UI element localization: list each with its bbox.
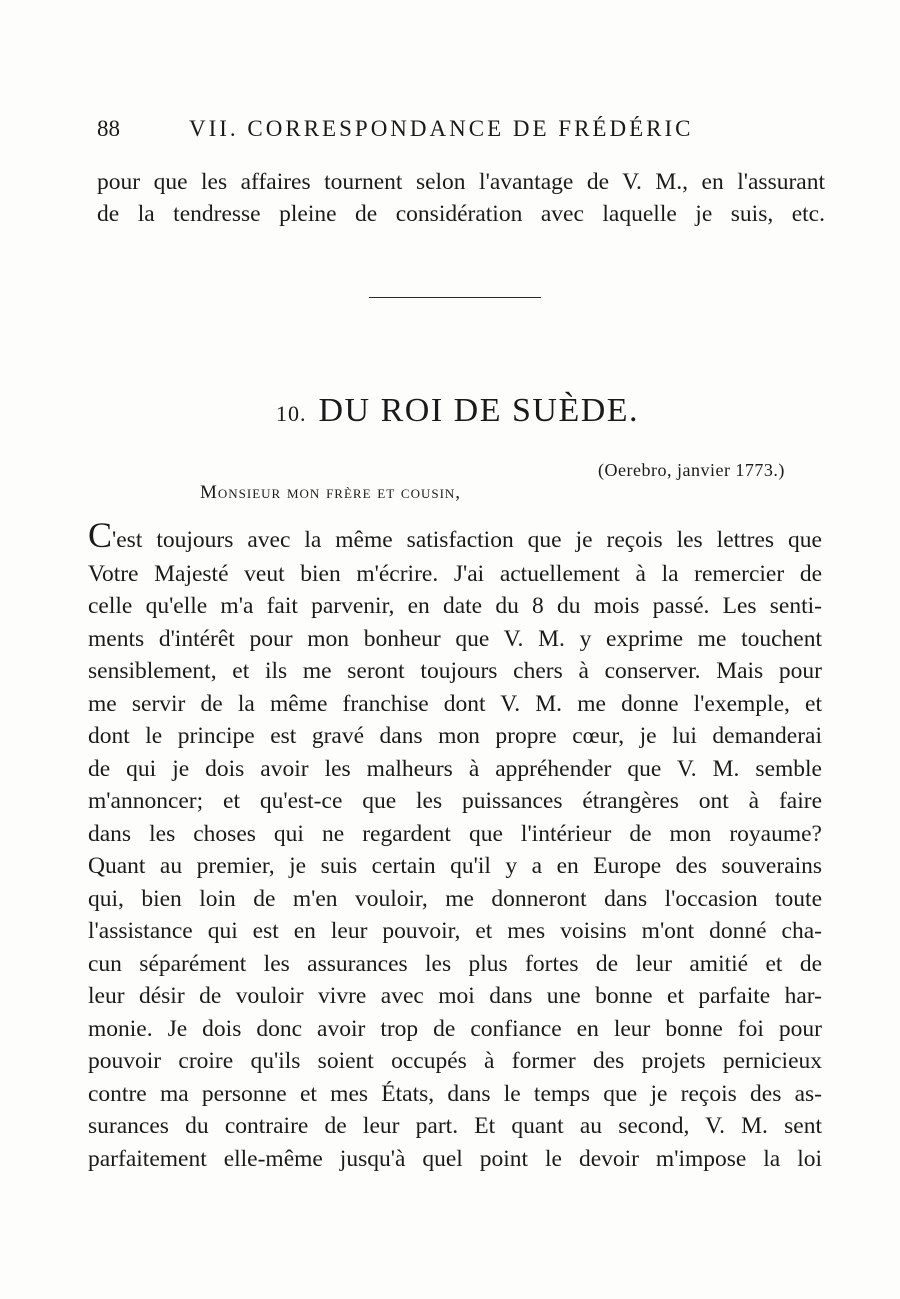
carryover-line: de la tendresse pleine de considération avec laquelle je suis, etc. (97, 201, 825, 227)
letter-salutation: Monsieur mon frère et cousin, (200, 482, 462, 503)
letter-first-line (88, 515, 822, 556)
letter-line: me servir de la même franchise dont V. M. me donne l'exemple, et (88, 691, 822, 717)
letter-line: sensiblement, et ils me seront toujours chers à conserver. Mais pour (88, 658, 822, 684)
letter-line: de qui je dois avoir les malheurs à appréhender que V. M. semble (88, 756, 822, 782)
letter-line: Votre Majesté veut bien m'écrire. J'ai actuellement à la remercier de (88, 561, 822, 587)
letter-line: parfaitement elle-même jusqu'à quel point le devoir m'impose la loi (88, 1146, 822, 1172)
letter-line: m'annoncer; et qu'est-ce que les puissances étrangères ont à faire (88, 788, 822, 814)
section-divider (369, 297, 541, 298)
letter-line: Quant au premier, je suis certain qu'il y a en Europe des souverains (88, 853, 822, 879)
letter-line: monie. Je dois donc avoir trop de confiance en leur bonne foi pour (88, 1016, 822, 1042)
letter-line: l'assistance qui est en leur pouvoir, et mes voisins m'ont donné cha- (88, 918, 822, 944)
letter-line: qui, bien loin de m'en vouloir, me donneront dans l'occasion toute (88, 886, 822, 912)
letter-line: ments d'intérêt pour mon bonheur que V. M. y exprime me touchent (88, 626, 822, 652)
letter-line: dans les choses qui ne regardent que l'intérieur de mon royaume? (88, 821, 822, 847)
letter-line: celle qu'elle m'a fait parvenir, en date du 8 du mois passé. Les senti- (88, 593, 822, 619)
section-title: DU ROI DE SUÈDE. (318, 392, 640, 429)
letter-line: dont le principe est gravé dans mon propre cœur, je lui demanderai (88, 723, 822, 749)
letter-dateline: (Oerebro, janvier 1773.) (598, 460, 785, 480)
letter-line: cun séparément les assurances les plus fortes de leur amitié et de (88, 951, 822, 977)
running-head-title: VII. CORRESPONDANCE DE FRÉDÉRIC (189, 116, 694, 141)
drop-cap: C (88, 515, 113, 555)
letter-line: surances du contraire de leur part. Et quant au second, V. M. sent (88, 1113, 822, 1139)
letter-first-line-text: 'est toujours avec la même satisfaction que je reçois les lettres que (112, 527, 822, 553)
running-head (97, 116, 737, 142)
page-number: 88 (97, 116, 120, 141)
section-heading (276, 392, 639, 430)
letter-line: leur désir de vouloir vivre avec moi dans une bonne et parfaite har- (88, 983, 822, 1009)
letter-line: contre ma personne et mes États, dans le temps que je reçois des as- (88, 1081, 822, 1107)
letter-line: pouvoir croire qu'ils soient occupés à former des projets pernicieux (88, 1048, 822, 1074)
section-number: 10. (276, 401, 307, 426)
carryover-line: pour que les affaires tournent selon l'avantage de V. M., en l'assurant (97, 169, 825, 195)
